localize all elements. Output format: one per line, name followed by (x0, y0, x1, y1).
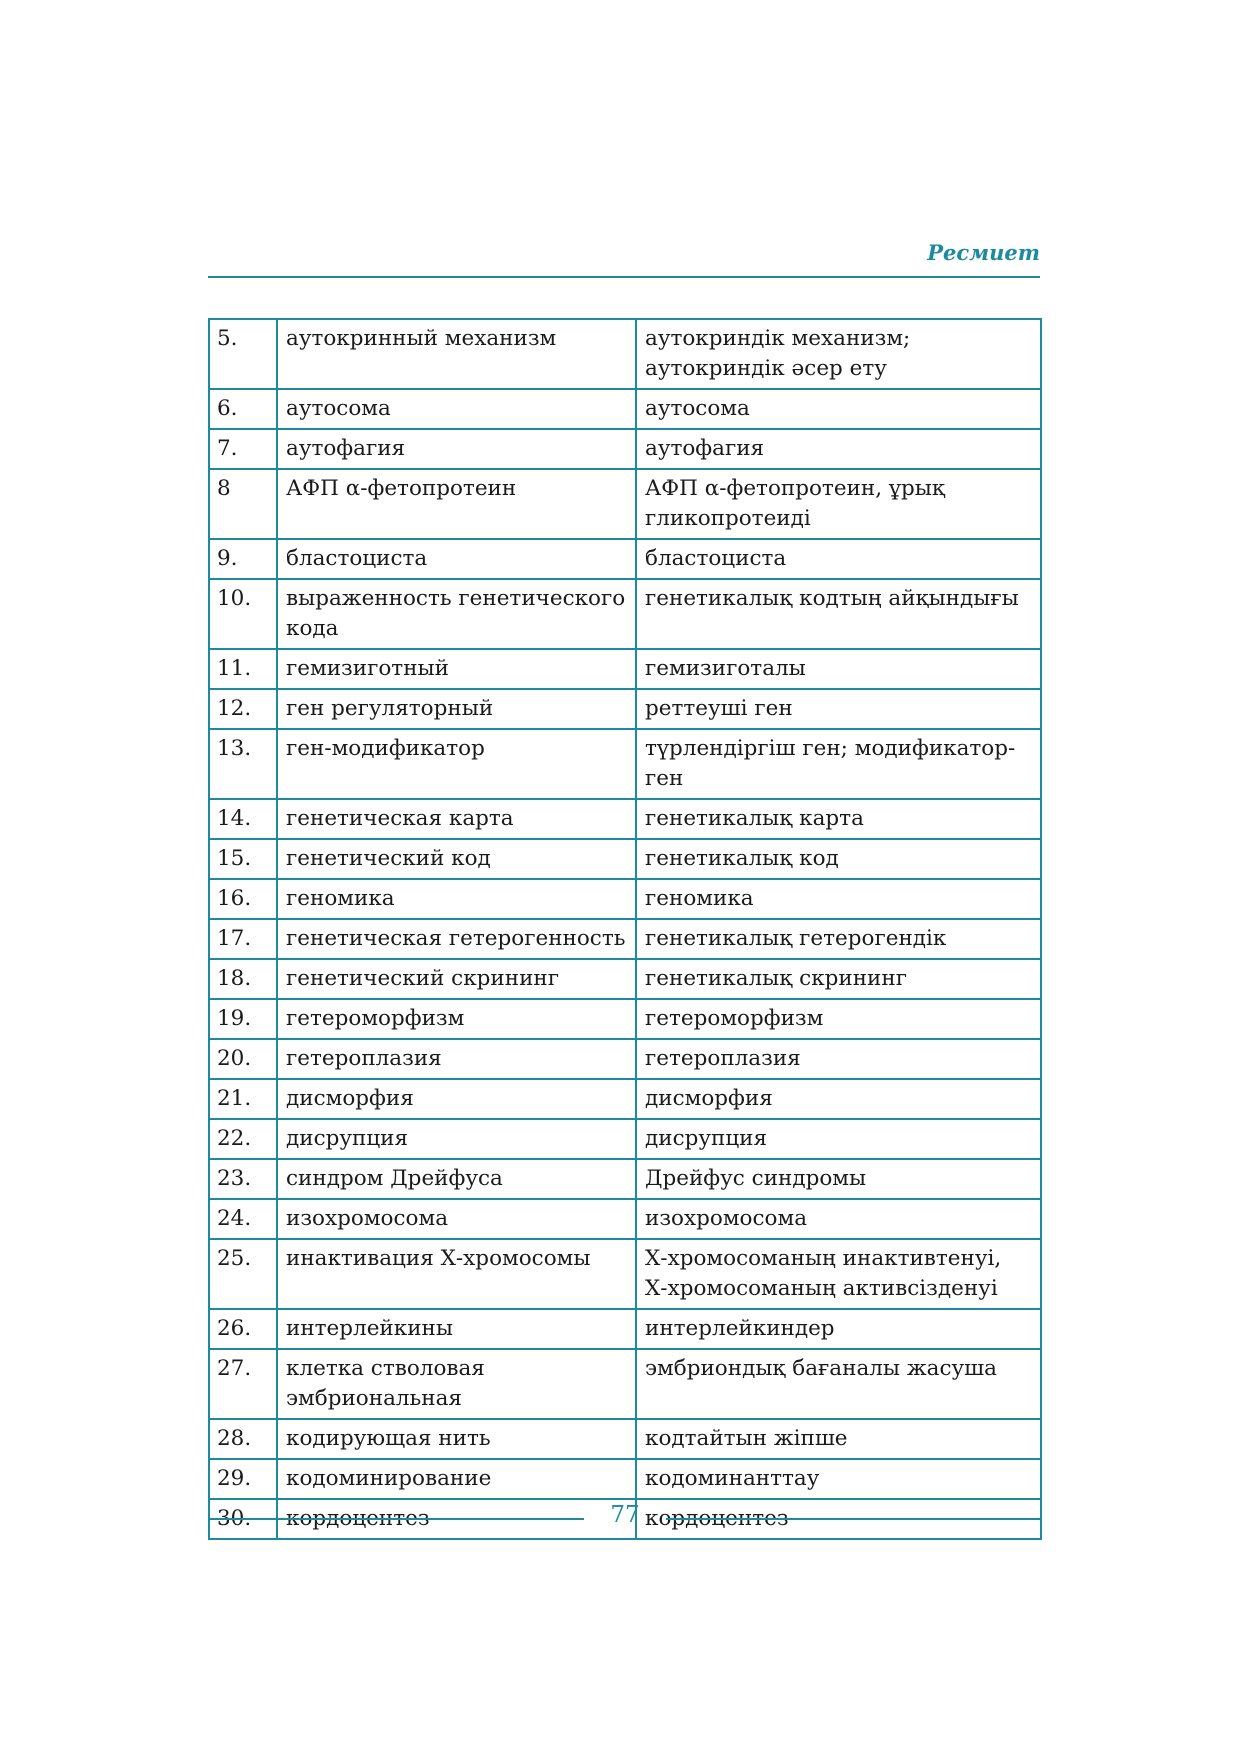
term-russian: синдром Дрейфуса (277, 1159, 636, 1199)
term-russian: инактивация Х-хромосомы (277, 1239, 636, 1309)
term-kazakh: АФП α-фетопротеин, ұрық гликопротеиді (636, 469, 1041, 539)
term-russian: геномика (277, 879, 636, 919)
term-russian: бластоциста (277, 539, 636, 579)
term-russian: выраженность генетического кода (277, 579, 636, 649)
term-kazakh: гетероплазия (636, 1039, 1041, 1079)
term-kazakh: генетикалық карта (636, 799, 1041, 839)
table-row (209, 999, 1041, 1039)
term-kazakh: изохромосома (636, 1199, 1041, 1239)
row-number: 16. (209, 879, 277, 919)
footer-rule-left (208, 1518, 584, 1520)
term-russian: дисрупция (277, 1119, 636, 1159)
term-kazakh: аутокриндік механизм; аутокриндік әсер ету (636, 319, 1041, 389)
term-russian: генетический скрининг (277, 959, 636, 999)
term-kazakh: Х-хромосоманың инактивтенуі, Х-хромосоманың активсізденуі (636, 1239, 1041, 1309)
row-number: 11. (209, 649, 277, 689)
table-row (209, 729, 1041, 799)
row-number: 30. (209, 1499, 277, 1539)
term-russian: генетический код (277, 839, 636, 879)
term-kazakh: дисморфия (636, 1079, 1041, 1119)
term-kazakh: генетикалық скрининг (636, 959, 1041, 999)
term-kazakh: бластоциста (636, 539, 1041, 579)
row-number: 6. (209, 389, 277, 429)
row-number: 21. (209, 1079, 277, 1119)
row-number: 14. (209, 799, 277, 839)
term-kazakh: геномика (636, 879, 1041, 919)
table-row (209, 799, 1041, 839)
term-kazakh: генетикалық код (636, 839, 1041, 879)
table-row (209, 1079, 1041, 1119)
row-number: 18. (209, 959, 277, 999)
term-russian: аутофагия (277, 429, 636, 469)
table-row (209, 1419, 1041, 1459)
term-russian: аутокринный механизм (277, 319, 636, 389)
term-russian: генетическая карта (277, 799, 636, 839)
row-number: 9. (209, 539, 277, 579)
row-number: 23. (209, 1159, 277, 1199)
term-kazakh: гемизиготалы (636, 649, 1041, 689)
table-row (209, 539, 1041, 579)
table-row (209, 1119, 1041, 1159)
table-row (209, 1159, 1041, 1199)
footer-rule-right (666, 1518, 1040, 1520)
table-row (209, 389, 1041, 429)
term-kazakh: түрлендіргіш ген; модификатор- ген (636, 729, 1041, 799)
row-number: 24. (209, 1199, 277, 1239)
term-russian: изохромосома (277, 1199, 636, 1239)
row-number: 15. (209, 839, 277, 879)
row-number: 7. (209, 429, 277, 469)
term-kazakh: генетикалық кодтың айқындығы (636, 579, 1041, 649)
table-row (209, 1309, 1041, 1349)
table-row (209, 469, 1041, 539)
table-row (209, 839, 1041, 879)
term-kazakh: реттеуші ген (636, 689, 1041, 729)
term-russian: генетическая гетерогенность (277, 919, 636, 959)
term-kazakh: кодтайтын жіпше (636, 1419, 1041, 1459)
row-number: 20. (209, 1039, 277, 1079)
term-russian: интерлейкины (277, 1309, 636, 1349)
table-row (209, 649, 1041, 689)
table-row (209, 1199, 1041, 1239)
term-kazakh: кодоминанттау (636, 1459, 1041, 1499)
term-kazakh: генетикалық гетерогендік (636, 919, 1041, 959)
term-kazakh: эмбриондық бағаналы жасуша (636, 1349, 1041, 1419)
header-rule (208, 276, 1040, 278)
table-row (209, 1239, 1041, 1309)
term-russian: АФП α-фетопротеин (277, 469, 636, 539)
row-number: 10. (209, 579, 277, 649)
page-number: 77 (610, 1502, 640, 1528)
term-russian: аутосома (277, 389, 636, 429)
table-row (209, 1459, 1041, 1499)
row-number: 27. (209, 1349, 277, 1419)
term-kazakh: Дрейфус синдромы (636, 1159, 1041, 1199)
term-kazakh: кордоцентез (636, 1499, 1041, 1539)
term-kazakh: интерлейкиндер (636, 1309, 1041, 1349)
term-russian: ген регуляторный (277, 689, 636, 729)
term-russian: кодоминирование (277, 1459, 636, 1499)
table-row (209, 1349, 1041, 1419)
term-russian: гетероморфизм (277, 999, 636, 1039)
glossary-table-body (209, 319, 1041, 1539)
table-row (209, 1039, 1041, 1079)
term-kazakh: аутофагия (636, 429, 1041, 469)
row-number: 29. (209, 1459, 277, 1499)
running-header-title: Ресмиет (927, 240, 1040, 265)
row-number: 25. (209, 1239, 277, 1309)
term-kazakh: дисрупция (636, 1119, 1041, 1159)
term-russian: клетка стволовая эмбриональная (277, 1349, 636, 1419)
row-number: 5. (209, 319, 277, 389)
term-russian: дисморфия (277, 1079, 636, 1119)
table-row (209, 919, 1041, 959)
table-row (209, 429, 1041, 469)
table-row (209, 959, 1041, 999)
term-russian: кодирующая нить (277, 1419, 636, 1459)
term-russian: гетероплазия (277, 1039, 636, 1079)
row-number: 26. (209, 1309, 277, 1349)
term-russian: гемизиготный (277, 649, 636, 689)
term-russian: кордоцентез (277, 1499, 636, 1539)
term-kazakh: аутосома (636, 389, 1041, 429)
term-russian: ген-модификатор (277, 729, 636, 799)
row-number: 28. (209, 1419, 277, 1459)
table-row (209, 579, 1041, 649)
row-number: 19. (209, 999, 277, 1039)
row-number: 13. (209, 729, 277, 799)
row-number: 12. (209, 689, 277, 729)
row-number: 8 (209, 469, 277, 539)
row-number: 17. (209, 919, 277, 959)
table-row (209, 319, 1041, 389)
table-row (209, 689, 1041, 729)
term-kazakh: гетероморфизм (636, 999, 1041, 1039)
table-row (209, 879, 1041, 919)
row-number: 22. (209, 1119, 277, 1159)
glossary-table (208, 318, 1042, 1540)
